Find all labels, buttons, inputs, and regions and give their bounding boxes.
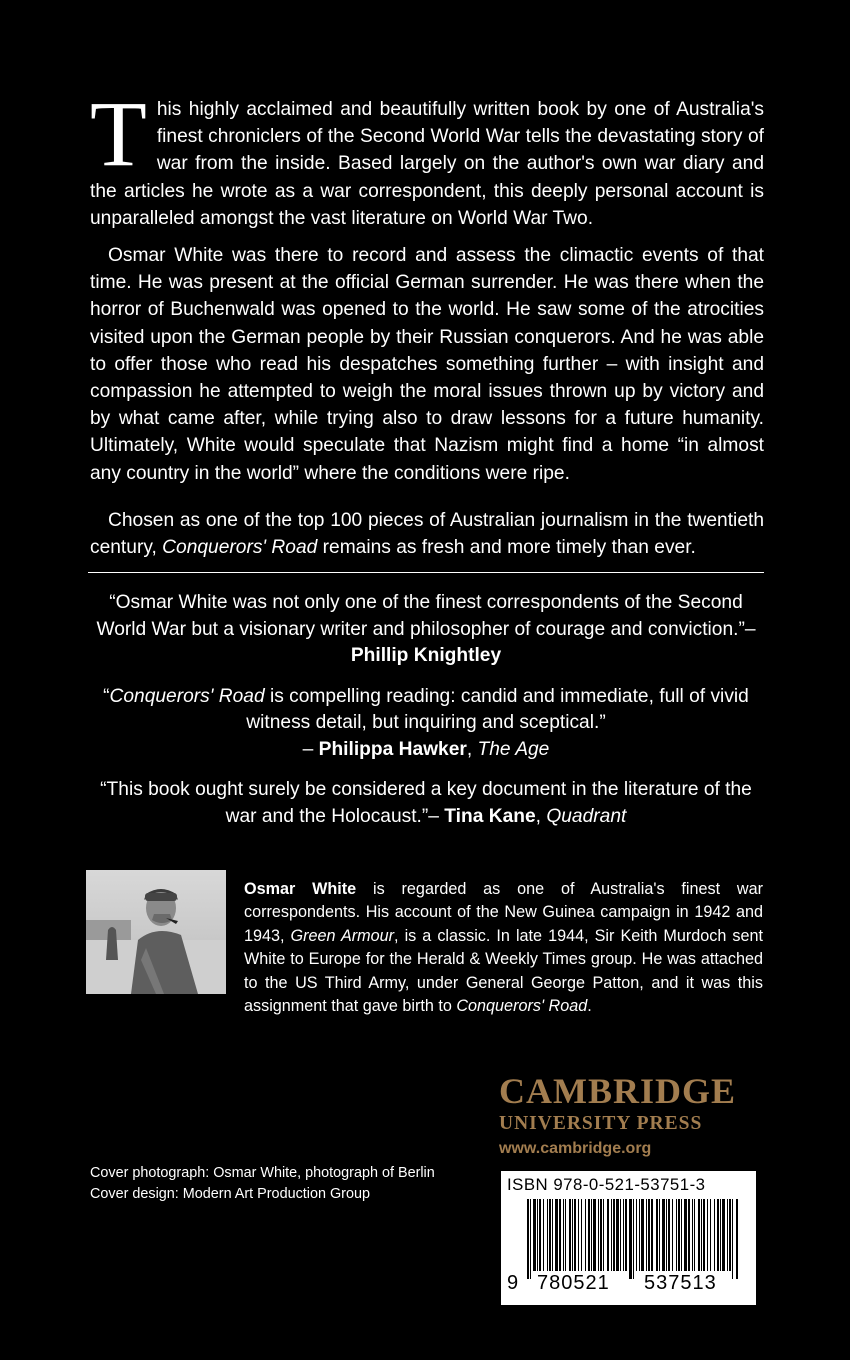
barcode-bar — [707, 1199, 708, 1271]
bio-book-1: Green Armour — [290, 926, 395, 945]
publisher-name: CAMBRIDGE — [499, 1071, 737, 1111]
barcode-bar — [620, 1199, 621, 1271]
quote-knightley — [88, 590, 764, 670]
barcode-bar — [527, 1199, 529, 1279]
barcode-bar — [581, 1199, 582, 1271]
quote-hawker: “Conquerors' Road is compelling reading: candid and immediate, full of vivid witness detail, but inquiring and sceptical.” – Philippa Hawker, The Age — [103, 685, 749, 760]
barcode-digit-prefix: 9 — [507, 1272, 520, 1294]
barcode-bar — [533, 1199, 536, 1271]
blurb-paragraph-1 — [90, 83, 764, 232]
barcode-bar — [629, 1199, 632, 1279]
review-quotes — [88, 590, 764, 844]
barcode-bar — [623, 1199, 624, 1271]
barcode-bar — [588, 1199, 590, 1271]
barcode-bar — [717, 1199, 719, 1271]
quote-author: Tina Kane — [444, 805, 536, 827]
barcode-bar — [659, 1199, 660, 1271]
barcode-bar — [555, 1199, 558, 1271]
barcode-bar — [646, 1199, 647, 1271]
barcode-bar — [656, 1199, 658, 1271]
barcode-bar — [563, 1199, 564, 1271]
barcode-bar — [607, 1199, 609, 1271]
quote-source: The Age — [477, 738, 550, 760]
quote-author: Philippa Hawker — [318, 738, 467, 760]
publisher-logo — [499, 1073, 759, 1160]
barcode-bar — [565, 1199, 566, 1271]
barcode-bar — [537, 1199, 538, 1271]
quote-title: Conquerors' Road — [109, 685, 265, 707]
quote-dash: – — [302, 738, 319, 760]
barcode-bar — [639, 1199, 640, 1271]
bio-name: Osmar White — [244, 880, 357, 898]
barcode-digits-right: 537513 — [644, 1272, 717, 1294]
blurb-p1-text: his highly acclaimed and beautifully written book by one of Australia's finest chroniclers of the Second World War tells the devastating story of war from the inside. Based largely on the author's own war diary and the articles he wrote as a war correspondent, this deeply personal account is unparalleled amongst the vast literature on World War Two. — [90, 99, 764, 229]
blurb-paragraph-3 — [90, 507, 764, 561]
barcode-bar — [591, 1199, 592, 1271]
barcode-bar — [672, 1199, 673, 1271]
barcode-bar — [625, 1199, 627, 1271]
barcode-bar — [600, 1199, 602, 1271]
barcode-bar — [539, 1199, 541, 1271]
quote-text: “Osmar White was not only one of the finest correspondents of the Second World War but a visionary writer and philosopher of courage and conviction.” — [96, 592, 745, 640]
barcode-bar — [547, 1199, 548, 1271]
barcode-bar — [559, 1199, 561, 1271]
barcode-bar — [613, 1199, 615, 1271]
bio-text-3: . — [587, 997, 592, 1016]
barcode-bar — [681, 1199, 682, 1271]
barcode-bar — [722, 1199, 725, 1271]
author-photo — [86, 870, 226, 994]
blurb-p3-b: remains as fresh and more timely than ever. — [317, 537, 696, 559]
barcode-bar — [698, 1199, 700, 1271]
barcode-bar — [593, 1199, 596, 1271]
barcode-bar — [692, 1199, 693, 1271]
barcode-bar — [676, 1199, 677, 1271]
barcode-bar — [611, 1199, 612, 1271]
barcode-bar — [701, 1199, 702, 1271]
quote-source: Quadrant — [546, 805, 627, 827]
barcode-bar — [736, 1199, 738, 1279]
barcode-bar — [703, 1199, 705, 1271]
barcode-bar — [549, 1199, 551, 1271]
barcode-digits-left: 780521 — [537, 1272, 610, 1294]
drop-cap: T — [90, 83, 147, 186]
barcode-bar — [732, 1199, 733, 1279]
bio-book-2: Conquerors' Road — [456, 997, 588, 1016]
barcode-bar — [678, 1199, 680, 1271]
barcode-bar — [530, 1199, 531, 1279]
barcode-bar — [616, 1199, 619, 1271]
barcode-bar — [585, 1199, 586, 1271]
barcode-bar — [662, 1199, 665, 1271]
barcode-bar — [641, 1199, 644, 1271]
blurb-p3-a: Chosen as one of the top 100 pieces of Australian journalism in the twentieth century, — [90, 510, 764, 559]
barcode-bar — [729, 1199, 731, 1271]
quote-dash: – — [428, 805, 445, 827]
barcode-bar — [720, 1199, 721, 1271]
barcode-bar — [603, 1199, 604, 1271]
photo-credit: Cover photograph: Osmar White, photograph of Berlin — [90, 1165, 435, 1181]
barcode-bar — [668, 1199, 670, 1271]
publisher-url: www.cambridge.org — [499, 1140, 652, 1157]
barcode-bar — [572, 1199, 573, 1271]
blurb-p3-title: Conquerors' Road — [162, 537, 318, 559]
barcode-bar — [648, 1199, 650, 1271]
barcode-bar — [651, 1199, 653, 1271]
barcode-bar — [543, 1199, 544, 1271]
quote-text: is compelling reading: candid and immediate, full of vivid witness detail, but inquiring and sceptical.” — [246, 685, 749, 733]
bio-text-1: is regarded as one of Australia's finest war correspondents. His account of the New Guinea campaign in 1942 and 1943, — [244, 880, 763, 945]
isbn-text: ISBN 978-0-521-53751-3 — [507, 1175, 706, 1194]
barcode-bar — [574, 1199, 576, 1271]
quote-dash: – — [744, 618, 756, 640]
design-credit: Cover design: Modern Art Production Group — [90, 1186, 370, 1202]
barcode-bar — [578, 1199, 579, 1271]
author-bio — [244, 878, 763, 1018]
quote-open: “ — [103, 685, 110, 707]
divider — [88, 572, 764, 573]
barcode-bar — [666, 1199, 667, 1271]
cover-credits — [90, 1163, 435, 1205]
quote-text: “This book ought surely be considered a key document in the literature of the war and the Holocaust.” — [100, 779, 752, 827]
barcode-bar — [710, 1199, 711, 1271]
barcode-bar — [636, 1199, 637, 1271]
barcode-bar — [633, 1199, 634, 1279]
publisher-subtitle: UNIVERSITY PRESS — [499, 1113, 703, 1134]
barcode-bar — [727, 1199, 728, 1271]
barcode-bar — [694, 1199, 695, 1271]
barcode-bar — [569, 1199, 571, 1271]
barcode-bar — [688, 1199, 690, 1271]
blurb-paragraph-2: Osmar White was there to record and assess the climactic events of that time. He was present at the official German surrender. He was there when the horror of Buchenwald was opened to the world. He saw some of the atrocities visited upon the German people by their Russian conquerors. And he was able to offer those who read his despatches something further – with insight and compassion he attempted to weigh the moral issues thrown up by victory and by what came after, while trying also to draw lessons for a future humanity. Ultimately, White would speculate that Nazism might find a home “in almost any country in the world” where the conditions were ripe. — [90, 245, 764, 484]
barcode-bar — [598, 1199, 599, 1271]
quote-author: Phillip Knightley — [350, 645, 502, 666]
barcode-bar — [684, 1199, 687, 1271]
barcode-bar — [714, 1199, 715, 1271]
barcode-bar — [552, 1199, 553, 1271]
isbn-barcode — [501, 1171, 756, 1305]
bio-text-2: , is a classic. In late 1944, Sir Keith Murdoch sent White to Europe for the Herald & Weekly Times group. He was attached to the US Third Army, under General George Patton, and it was this assignment that gave birth to — [244, 926, 763, 1016]
quote-kane: “This book ought surely be considered a key document in the literature of the war and the Holocaust.”– Tina Kane, Quadrant — [100, 779, 752, 827]
